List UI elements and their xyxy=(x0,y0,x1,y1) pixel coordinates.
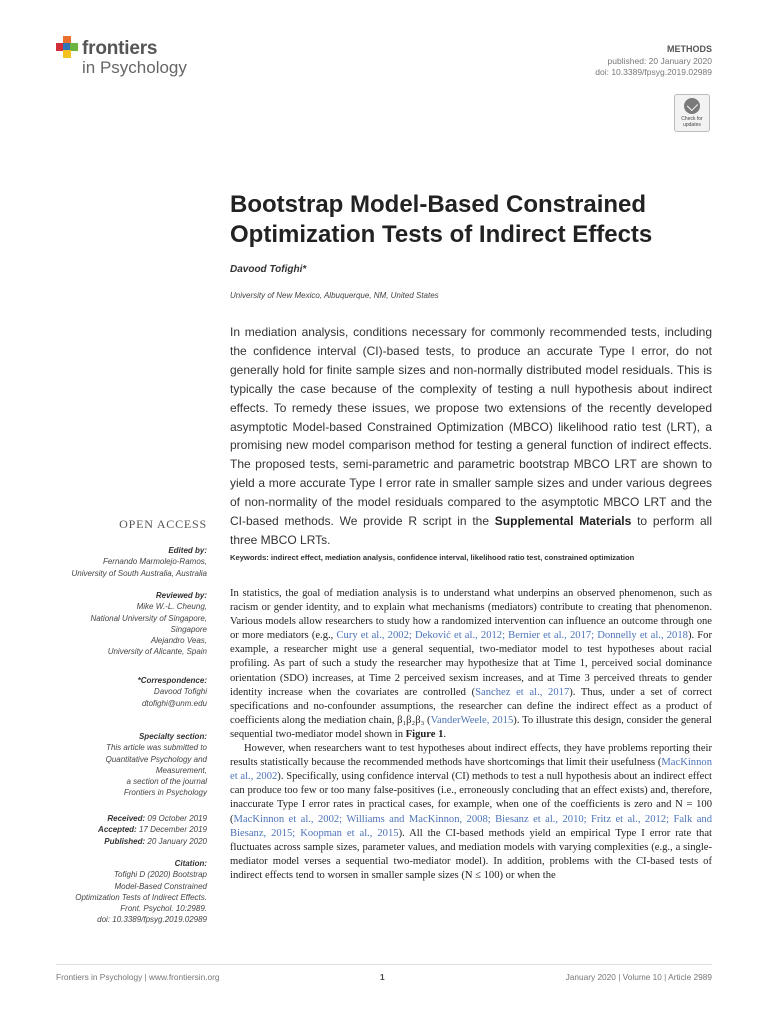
page-number: 1 xyxy=(380,972,385,982)
keywords: Keywords: indirect effect, mediation analysis, confidence interval, likelihood ratio test, constrained optimization xyxy=(230,553,635,562)
body-paragraph: However, when researchers want to test hypotheses about indirect effects, they have problems reporting their results statistically because the recommended methods have shortcomings that limit their usefulness (MacKinnon et al., 2002). Specifically, using confidence interval (CI) methods to test a null hypothesis about an indirect effect can produce too few or too many false-positives (i.e., erroneously concluding that an effect exists) and, therefore, inaccurate Type I error rates in practical cases, for example, when one of the coefficients is zero and N = 100 (MacKinnon et al., 2002; Williams and MacKinnon, 2008; Biesanz et al., 2010; Fritz et al., 2012; Falk and Biesanz, 2015; Koopman et al., 2015). All the CI-based methods yield an empirical Type I error rate that fluctuates across sample sizes, parameter values, and mediation models with varying complexities (e.g., a single-mediator model verses a sequential two-mediator model). In addition, problems with the CI-based tests of indirect effects tend to worsen in smaller sample sizes (N ≤ 100) or when the xyxy=(230,743,712,881)
affiliation: University of New Mexico, Albuquerque, NM, United States xyxy=(230,291,439,300)
abstract: In mediation analysis, conditions necessary for commonly recommended tests, including the confidence interval (CI)-based tests, to produce an accurate Type I error, do not generally hold for finite sample sizes and non-normally distributed model residuals. This is typically the case because of the complexity of testing a null hypothesis about indirect effects. To remedy these issues, we propose two extensions of the recently developed asymptotic Model-based Constrained Optimization (MBCO) likelihood ratio test (LRT), a promising new model comparison method for testing a general function of indirect effects. The proposed tests, semi-parametric and parametric bootstrap MBCO LRT are shown to yield a more accurate Type I error rate in smaller sample sizes and under various degrees of non-normality of the model residuals compared to the asymptotic MBCO LRT and the CI-based methods. We provide R script in the Supplemental Materials to perform all three MBCO LRTs. xyxy=(230,325,712,547)
figure-link[interactable]: Figure 1 xyxy=(405,728,444,740)
supplemental-materials-link[interactable]: Supplemental Materials xyxy=(494,514,632,529)
journal-brand: frontiers xyxy=(82,38,158,59)
check-for-updates-button[interactable] xyxy=(674,94,710,132)
reference-link[interactable]: MacKinnon et al., 2002 xyxy=(230,757,712,783)
footer-journal[interactable]: Frontiers in Psychology | www.frontiersin.org xyxy=(56,972,220,982)
check-icon xyxy=(684,98,700,114)
reference-link[interactable]: Cury et al., 2002; Deković et al., 2012; Bernier et al., 2017; Donnelly et al., 2018 xyxy=(336,630,688,642)
reviewed-by: Reviewed by: Mike W.-L. Cheung, National University of Singapore, Singapore Alejandro Veas, University of Alicante, Spain xyxy=(90,591,207,657)
article-body xyxy=(230,587,712,883)
footer-divider xyxy=(56,964,712,965)
journal-subtitle: in Psychology xyxy=(82,58,187,77)
specialty-section: Specialty section: This article was submitted to Quantitative Psychology and Measurement, a section of the journal Frontiers in Psychology xyxy=(105,732,207,798)
article-title: Bootstrap Model-Based Constrained Optimization Tests of Indirect Effects xyxy=(230,191,653,248)
correspondence-email[interactable]: dtofighi@unm.edu xyxy=(141,698,207,708)
check-for-updates-label: Check for updates xyxy=(681,116,703,128)
edited-by: Edited by: Fernando Marmolejo-Ramos, University of South Australia, Australia xyxy=(71,546,207,578)
footer-issue: January 2020 | Volume 10 | Article 2989 xyxy=(565,972,712,982)
author[interactable]: Davood Tofighi* xyxy=(230,264,307,275)
published-date: published: 20 January 2020 xyxy=(607,56,712,66)
frontiers-logo-icon xyxy=(56,36,78,58)
open-access-label: OPEN ACCESS xyxy=(119,517,207,531)
citation: Citation: Tofighi D (2020) Bootstrap Model-Based Constrained Optimization Tests of Indirect Effects. Front. Psychol. 10:2989. doi: 10.3389/fpsyg.2019.02989 xyxy=(75,859,207,925)
reference-link[interactable]: Sanchez et al., 2017 xyxy=(475,686,570,698)
reference-link[interactable]: MacKinnon et al., 2002; Williams and MacKinnon, 2008; Biesanz et al., 2010; Fritz et al., 2012; Falk and Biesanz, 2015; Koopman et al., 2015 xyxy=(230,813,712,839)
reference-link[interactable]: VanderWeele, 2015 xyxy=(430,714,514,726)
body-paragraph: In statistics, the goal of mediation analysis is to understand what underpins an observed phenomenon, such as racism or gender identity, and to explain what mechanisms (mediators) contribute to creating that phenomenon. Various models allow researchers to study how a randomized intervention can influence an outcome through one or more mediators (e.g., Cury et al., 2002; Deković et al., 2012; Bernier et al., 2017; Donnelly et al., 2018). For example, a researcher might use a general sequential, two-mediator model to test hypotheses about racial profiling. As part of such a study the researcher may hypothesize that at Time 1, perceived social dominance orientation (SDO) increases, at Time 2 perceived sexism increases, and at Time 3 perceived threats to gender identity increase when the covariates are controlled (Sanchez et al., 2017). Thus, under a set of correct specifications and no-confounder assumptions, the researcher can define the indirect effect as a product of coefficients along the mediation chain, β₁β₂β₃ (VanderWeele, 2015). To illustrate this design, consider the general sequential two-mediator model shown in Figure 1. xyxy=(230,588,713,740)
article-type: METHODS xyxy=(667,44,712,54)
article-dates: Received: 09 October 2019 Accepted: 17 December 2019 Published: 20 January 2020 xyxy=(98,814,207,846)
correspondence: *Correspondence: Davood Tofighi dtofighi@unm.edu xyxy=(0,675,207,709)
doi[interactable]: doi: 10.3389/fpsyg.2019.02989 xyxy=(595,67,712,77)
